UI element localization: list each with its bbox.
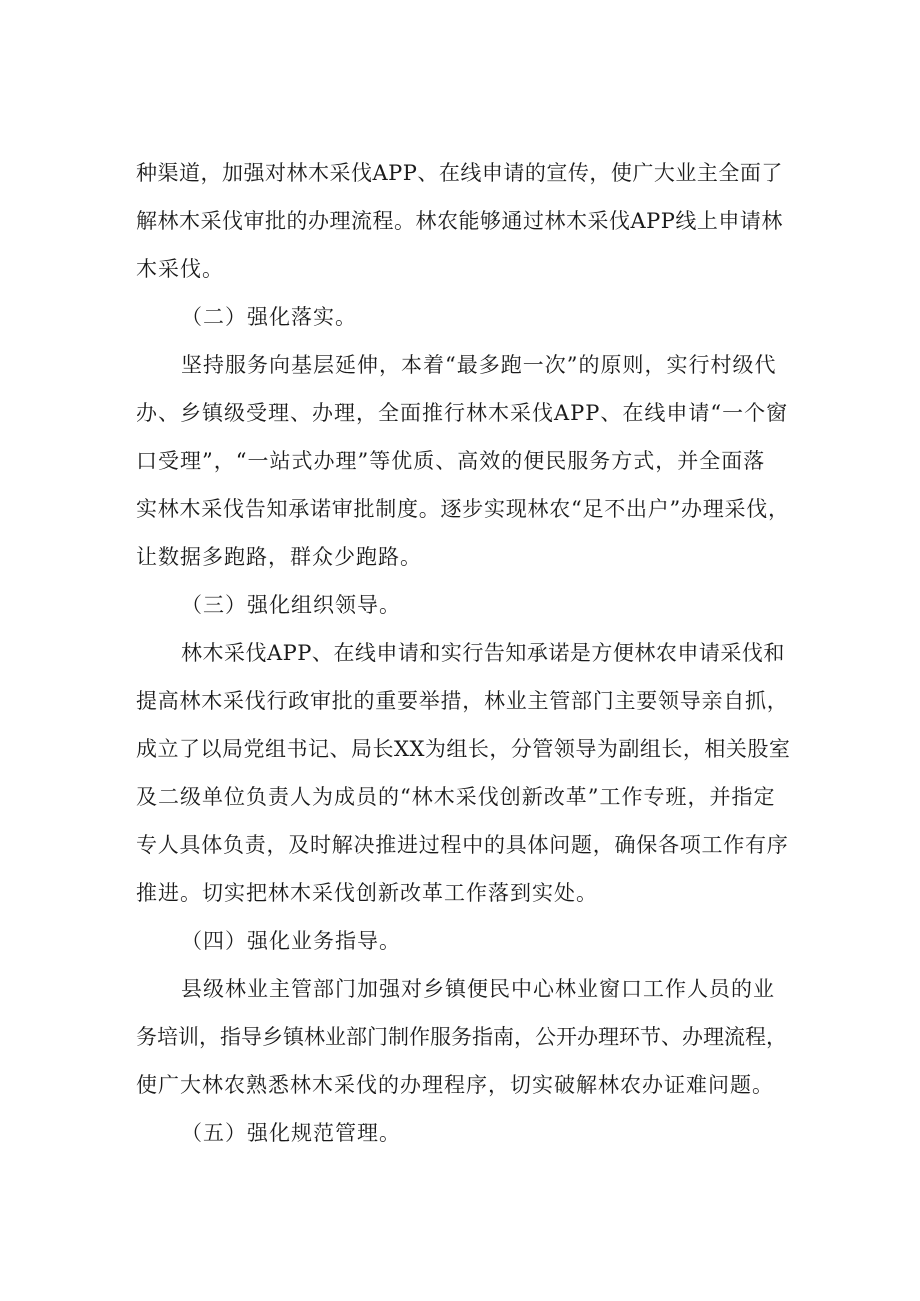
text-line: 专人具体负责，及时解决推进过程中的具体问题，确保各项工作有序: [136, 833, 789, 857]
text-line: 县级林业主管部门加强对乡镇便民中心林业窗口工作人员的业: [181, 977, 775, 1001]
text-line: 种渠道，加强对林木采伐APP、在线申请的宣传，使广大业主全面了: [136, 161, 783, 185]
text-line: 推进。切实把林木采伐创新改革工作落到实处。: [136, 881, 598, 905]
text-line: 提高林木采伐行政审批的重要举措，林业主管部门主要领导亲自抓，: [136, 689, 789, 713]
section-heading: （五）强化规范管理。: [181, 1121, 401, 1145]
text-line: 务培训，指导乡镇林业部门制作服务指南，公开办理环节、办理流程，: [136, 1025, 787, 1049]
section-heading: （四）强化业务指导。: [181, 929, 401, 953]
text-line: 使广大林农熟悉林木采伐的办理程序，切实破解林农办证难问题。: [136, 1073, 774, 1097]
text-line: 口受理”，“一站式办理”等优质、高效的便民服务方式，并全面落: [136, 449, 766, 473]
text-line: 木采伐。: [136, 257, 224, 281]
text-line: 实林木采伐告知承诺审批制度。逐步实现林农“足不出户”办理采伐，: [136, 497, 790, 521]
text-line: 坚持服务向基层延伸，本着“最多跑一次”的原则，实行村级代: [181, 353, 777, 377]
text-line: 让数据多跑路，群众少跑路。: [136, 545, 422, 569]
section-heading: （二）强化落实。: [181, 305, 357, 329]
text-line: 及二级单位负责人为成员的“林木采伐创新改革”工作专班，并指定: [136, 785, 776, 809]
section-heading: （三）强化组织领导。: [181, 593, 401, 617]
text-line: 解林木采伐审批的办理流程。林农能够通过林木采伐APP线上申请林: [136, 209, 783, 233]
text-line: 办、乡镇级受理、办理，全面推行林木采伐APP、在线申请“一个窗: [136, 401, 789, 425]
text-line: 成立了以局党组书记、局长XX为组长，分管领导为副组长，相关股室: [136, 737, 791, 761]
text-line: 林木采伐APP、在线申请和实行告知承诺是方便林农申请采伐和: [181, 641, 785, 665]
